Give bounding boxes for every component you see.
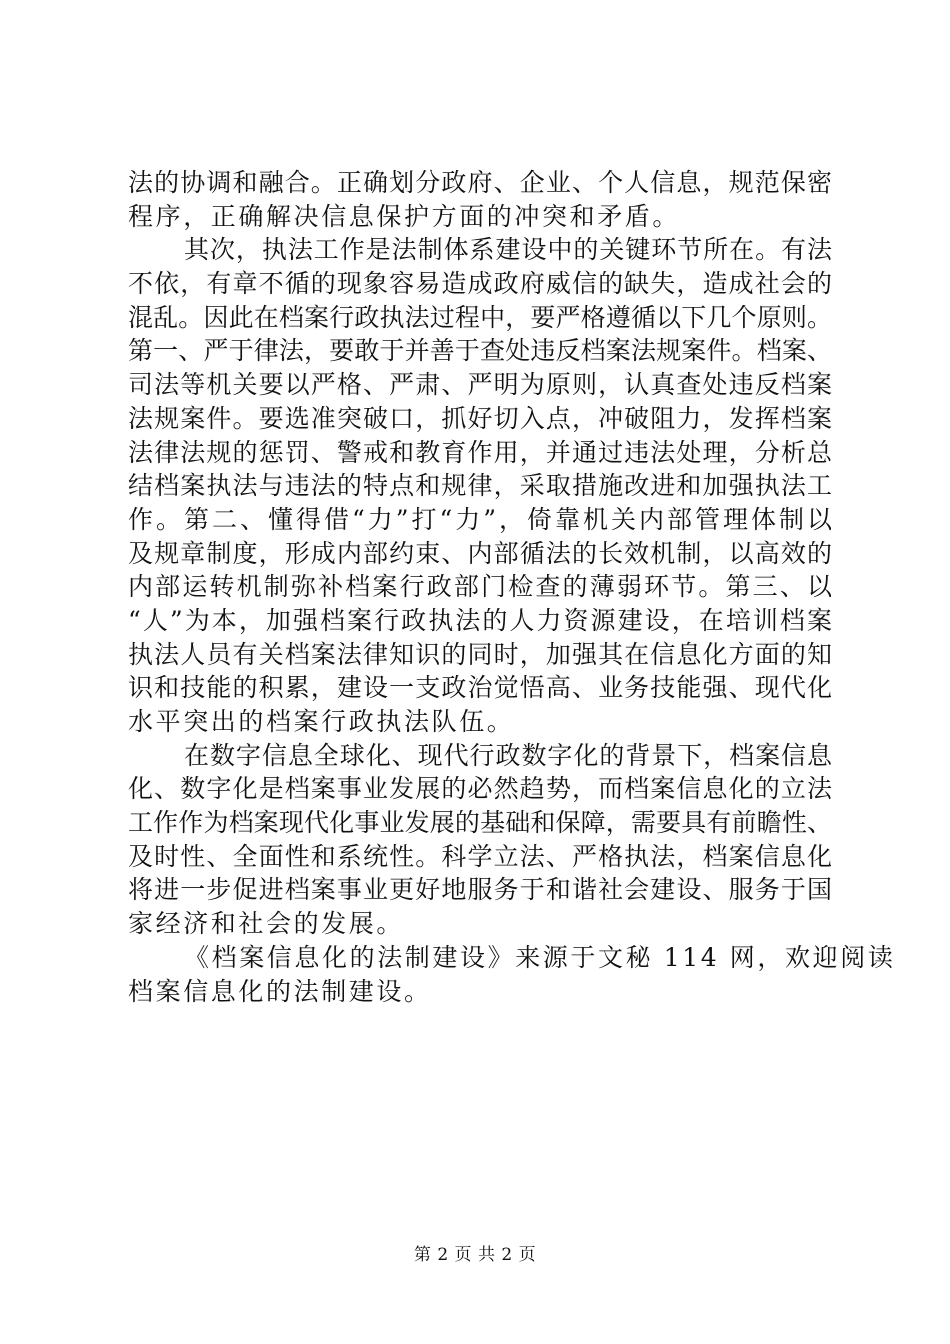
paragraph-first-line: 《档案信息化的法制建设》来源于文秘 114 网，欢迎阅读 <box>184 942 896 972</box>
text-line: 作。第二、懂得借“力”打“力”，倚靠机关内部管理体制以 <box>128 504 832 534</box>
text-line: 及时性、全面性和系统性。科学立法、严格执法，档案信息化 <box>128 841 832 871</box>
text-line: 及规章制度，形成内部约束、内部循法的长效机制，以高效的 <box>128 538 832 568</box>
text-line: 水平突出的档案行政执法队伍。 <box>128 707 515 736</box>
text-line: 工作作为档案现代化事业发展的基础和保障，需要具有前瞻性、 <box>128 808 832 838</box>
text-line: 不依，有章不循的现象容易造成政府威信的缺失，造成社会的 <box>128 269 832 299</box>
paragraph-first-line: 其次，执法工作是法制体系建设中的关键环节所在。有法 <box>184 235 832 265</box>
text-line: 执法人员有关档案法律知识的同时，加强其在信息化方面的知 <box>128 639 832 669</box>
text-line: 化、数字化是档案事业发展的必然趋势，而档案信息化的立法 <box>128 774 832 804</box>
text-line: 将进一步促进档案事业更好地服务于和谐社会建设、服务于国 <box>128 875 832 905</box>
text-line: “人”为本，加强档案行政执法的人力资源建设，在培训档案 <box>128 605 832 635</box>
text-line: 程序，正确解决信息保护方面的冲突和矛盾。 <box>128 201 681 231</box>
page-number-footer: 第 2 页 共 2 页 <box>413 1245 537 1265</box>
text-line: 识和技能的积累，建设一支政治觉悟高、业务技能强、现代化 <box>128 673 832 703</box>
text-line: 档案信息化的法制建设。 <box>128 976 432 1006</box>
text-line: 第一、严于律法，要敢于并善于查处违反档案法规案件。档案、 <box>128 336 832 366</box>
text-line: 结档案执法与违法的特点和规律，采取措施改进和加强执法工 <box>128 471 832 501</box>
paragraph-first-line: 在数字信息全球化、现代行政数字化的背景下，档案信息 <box>184 740 832 770</box>
text-line: 法的协调和融合。正确划分政府、企业、个人信息，规范保密 <box>128 168 832 197</box>
text-line: 法律法规的惩罚、警戒和教育作用，并通过违法处理，分析总 <box>128 437 832 467</box>
text-line: 司法等机关要以严格、严肃、严明为原则，认真查处违反档案 <box>128 370 832 400</box>
text-line: 内部运转机制弥补档案行政部门检查的薄弱环节。第三、以 <box>128 572 832 602</box>
text-line: 法规案件。要选准突破口，抓好切入点，冲破阻力，发挥档案 <box>128 403 832 433</box>
document-body <box>128 166 896 1008</box>
text-line: 混乱。因此在档案行政执法过程中，要严格遵循以下几个原则。 <box>128 302 832 332</box>
text-line: 家经济和社会的发展。 <box>128 909 405 939</box>
